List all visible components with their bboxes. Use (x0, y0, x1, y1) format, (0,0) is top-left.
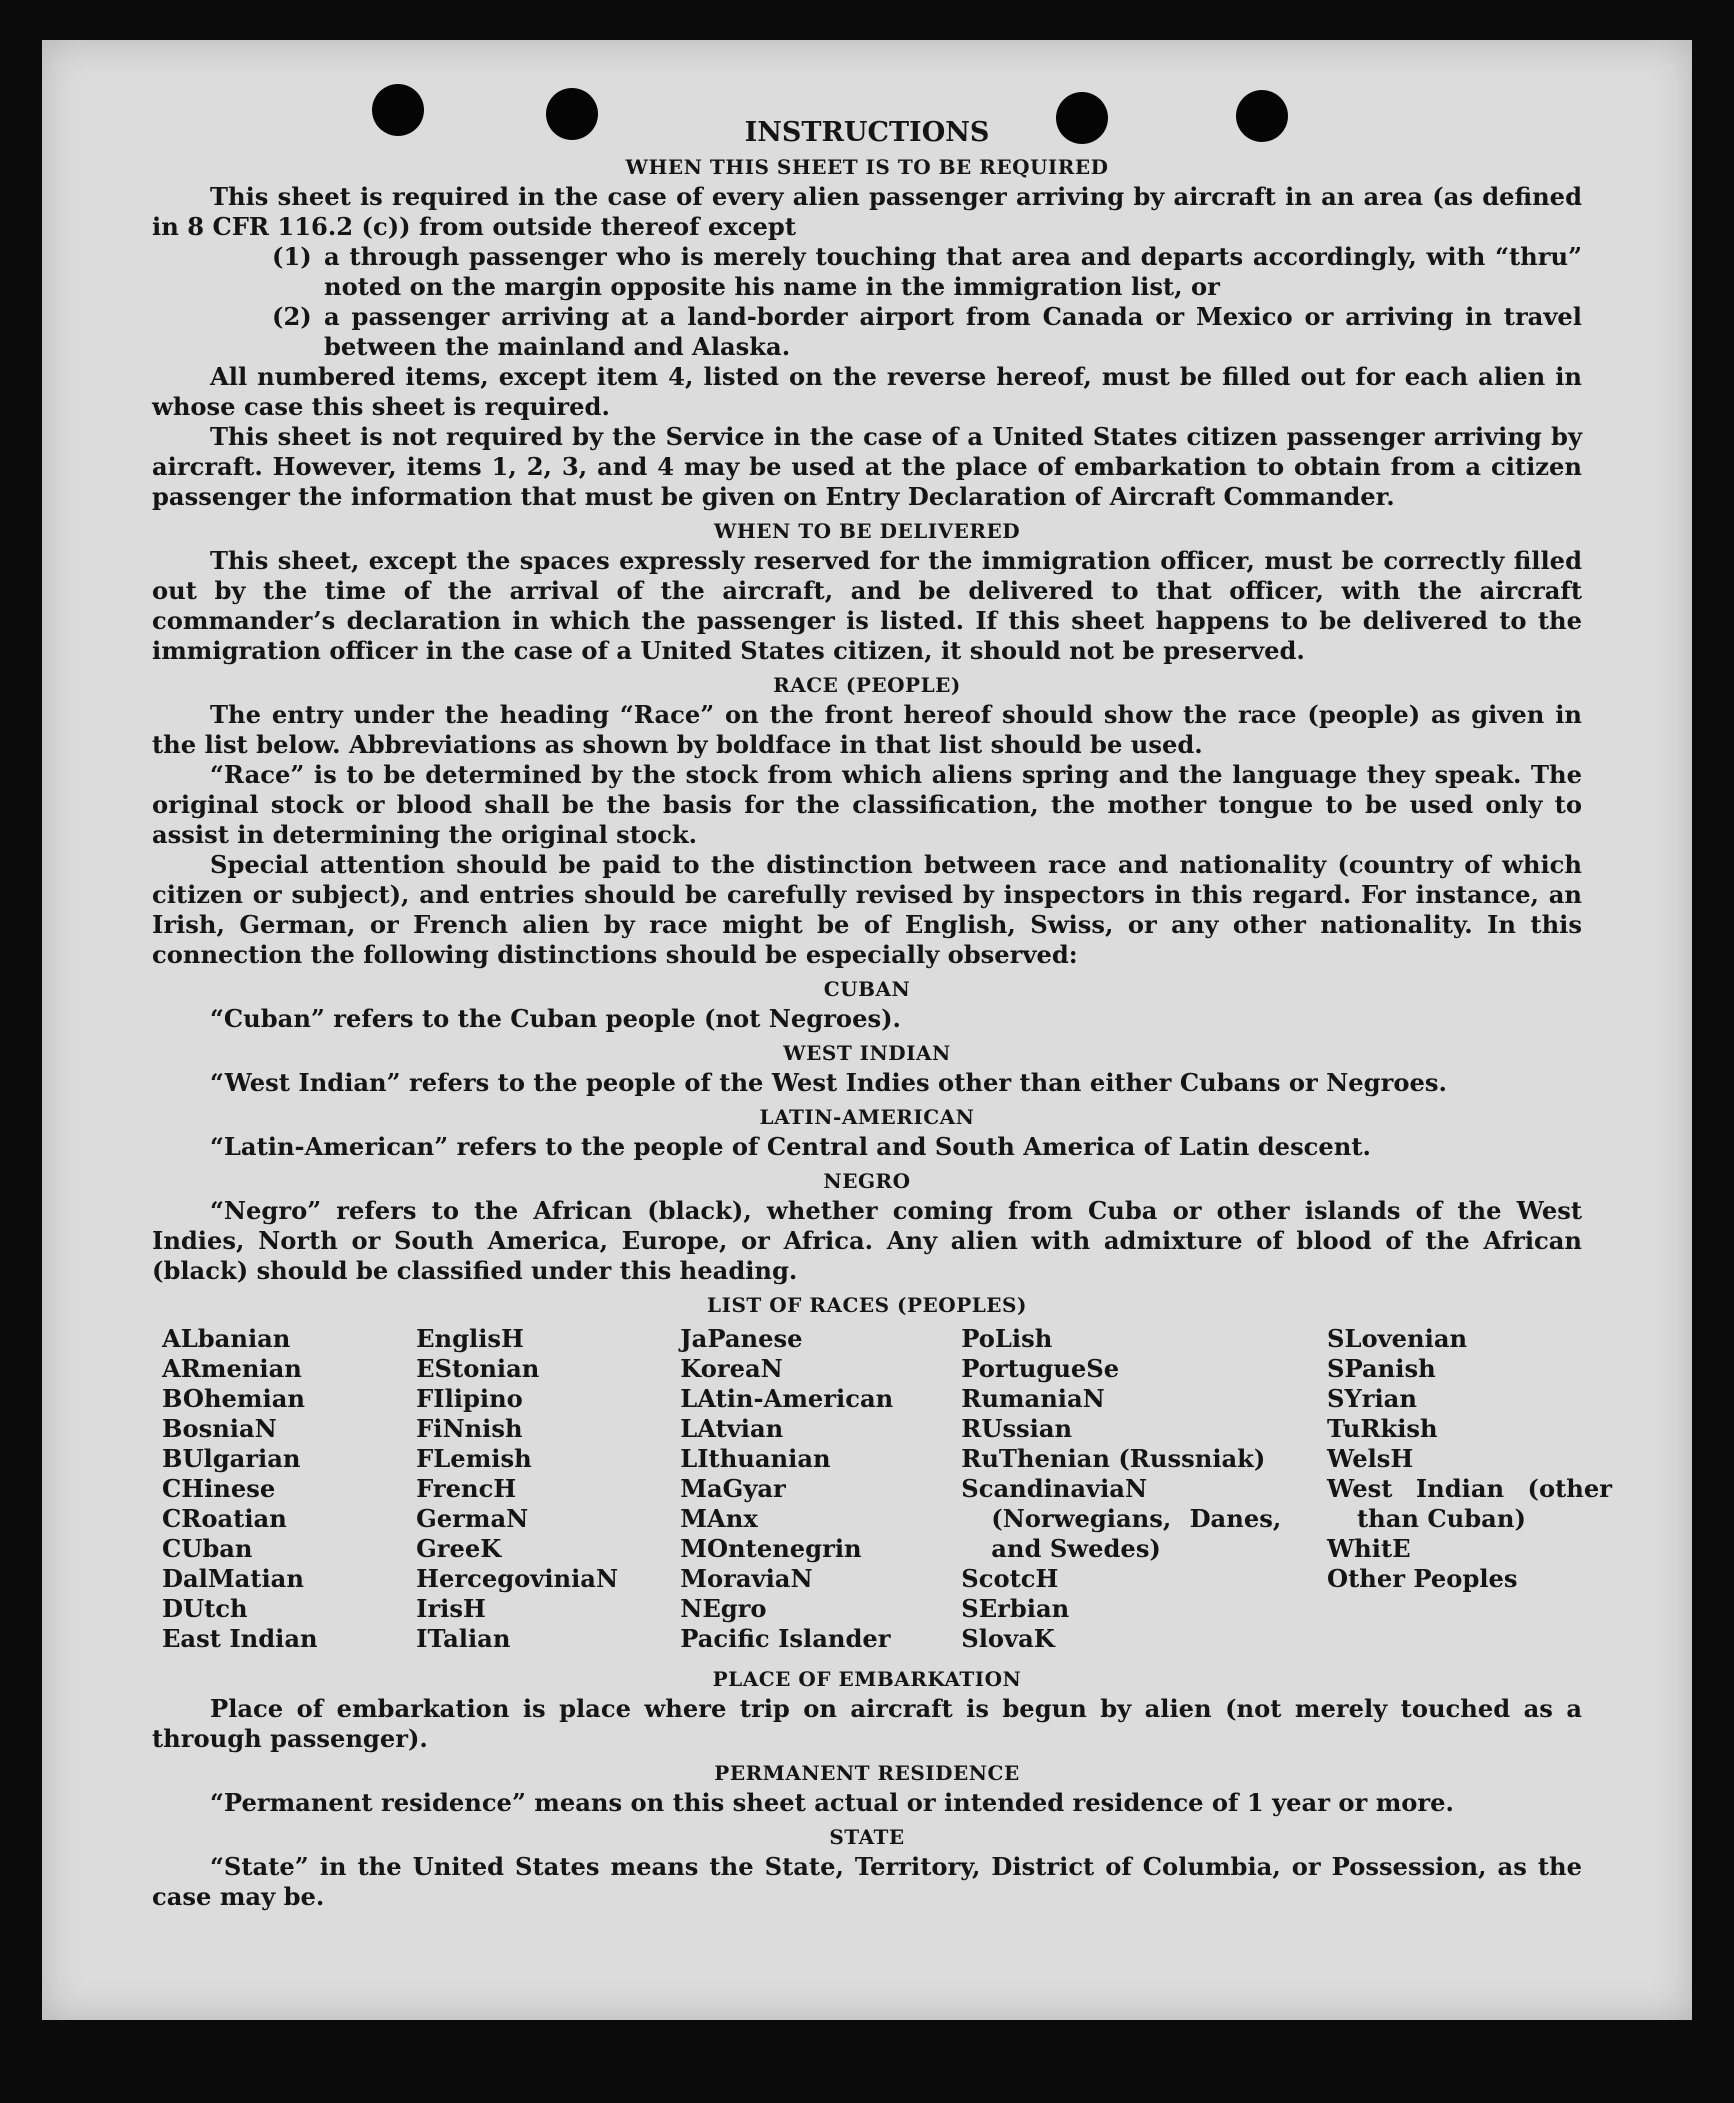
instructions-body (152, 117, 1612, 1912)
race-item: HercegoviniaN (416, 1564, 619, 1593)
race-item: CHinese (162, 1474, 276, 1503)
race-item: SYrian (1327, 1384, 1417, 1413)
race-item: WelsH (1327, 1444, 1414, 1473)
race-item: SPanish (1327, 1354, 1436, 1383)
race-item: JaPanese (680, 1324, 803, 1353)
race-item: BosniaN (162, 1414, 277, 1443)
races-column (680, 1324, 961, 1654)
paragraph-numbered-items: All numbered items, except item 4, listed on the reverse hereof, must be filled out for each alien in whose case this sheet is required. (152, 362, 1582, 421)
section-heading-negro: NEGRO (823, 1169, 911, 1193)
section-heading-residence: PERMANENT RESIDENCE (714, 1761, 1020, 1785)
races-column (1327, 1324, 1612, 1654)
exception-item (152, 302, 1582, 362)
document-page (42, 40, 1692, 2020)
race-item: LIthuanian (680, 1444, 831, 1473)
race-item: FiNnish (416, 1414, 523, 1443)
section-heading-list-of-races: LIST OF RACES (PEOPLES) (707, 1293, 1027, 1317)
race-item: RumaniaN (961, 1384, 1105, 1413)
race-item: BOhemian (162, 1384, 305, 1413)
section-heading-embarkation: PLACE OF EMBARKATION (712, 1667, 1022, 1691)
race-item: EStonian (416, 1354, 540, 1383)
paragraph-cuban: “Cuban” refers to the Cuban people (not Negroes). (210, 1004, 901, 1033)
race-item: PoLish (961, 1324, 1053, 1353)
exception-item (152, 242, 1582, 302)
exception-text: a through passenger who is merely touching that area and departs accordingly, with “thru” noted on the margin opposite his name in the immigration list, or (324, 242, 1582, 301)
section-heading-when-delivered: WHEN TO BE DELIVERED (713, 519, 1021, 543)
section-heading-race: RACE (PEOPLE) (773, 673, 961, 697)
exception-number: (2) (272, 302, 312, 331)
paragraph-embarkation: Place of embarkation is place where trip on aircraft is begun by alien (not merely touched as a through passenger). (152, 1694, 1582, 1753)
races-column (162, 1324, 416, 1654)
race-item: Other Peoples (1327, 1564, 1518, 1593)
paragraph-residence: “Permanent residence” means on this sheet actual or intended residence of 1 year or more. (210, 1788, 1454, 1817)
race-item: DalMatian (162, 1564, 304, 1593)
paragraph-negro: “Negro” refers to the African (black), whether coming from Cuba or other islands of the West Indies, North or South America, Europe, or Africa. Any alien with admixture of blood of the African (black) should be classified under this heading. (152, 1196, 1582, 1285)
race-item: MaGyar (680, 1474, 786, 1503)
race-item: RuThenian (Russniak) (961, 1444, 1266, 1473)
race-item: TuRkish (1327, 1414, 1438, 1443)
race-item: Pacific Islander (680, 1624, 891, 1653)
paragraph-race-1: The entry under the heading “Race” on the front hereof should show the race (people) as given in the list below. Abbreviations as shown by boldface in that list should be used. (152, 700, 1582, 759)
section-heading-when-required: WHEN THIS SHEET IS TO BE REQUIRED (625, 155, 1109, 179)
paragraph-race-2: “Race” is to be determined by the stock from which aliens spring and the language they speak. The original stock or blood shall be the basis for the classification, the mother tongue to be used only to assist in determining the original stock. (152, 760, 1582, 849)
race-item: GreeK (416, 1534, 502, 1563)
exception-text: a passenger arriving at a land-border airport from Canada or Mexico or arriving in travel between the mainland and Alaska. (324, 302, 1582, 361)
race-item: FrencH (416, 1474, 517, 1503)
exception-number: (1) (272, 242, 312, 271)
page-title: INSTRUCTIONS (744, 117, 990, 148)
race-item: SlovaK (961, 1624, 1055, 1653)
race-item: SLovenian (1327, 1324, 1468, 1353)
section-heading-west-indian: WEST INDIAN (783, 1041, 951, 1065)
race-item: PortugueSe (961, 1354, 1120, 1383)
race-item: MAnx (680, 1504, 758, 1533)
race-item: KoreaN (680, 1354, 783, 1383)
race-item: SErbian (961, 1594, 1070, 1623)
race-item: IrisH (416, 1594, 486, 1623)
race-item: CRoatian (162, 1504, 287, 1533)
race-item: East Indian (162, 1624, 318, 1653)
race-item: BUlgarian (162, 1444, 301, 1473)
race-item: WhitE (1327, 1534, 1411, 1563)
paragraph-race-3: Special attention should be paid to the distinction between race and nationality (country of which citizen or subject), and entries should be carefully revised by inspectors in this regard. For instance, an Irish, German, or French alien by race might be of English, Swiss, or any other nationality. In this connection the following distinctions should be especially observed: (152, 850, 1582, 969)
paragraph-citizen: This sheet is not required by the Service in the case of a United States citizen passenger arriving by aircraft. However, items 1, 2, 3, and 4 may be used at the place of embarkation to obtain from a citizen passenger the information that must be given on Entry Declaration of Aircraft Commander. (152, 422, 1582, 511)
paragraph-west-indian: “West Indian” refers to the people of the West Indies other than either Cubans or Negroes. (210, 1068, 1447, 1097)
race-item: LAtin-American (680, 1384, 894, 1413)
paragraph-state: “State” in the United States means the State, Territory, District of Columbia, or Possession, as the case may be. (152, 1852, 1582, 1911)
race-item: MOntenegrin (680, 1534, 862, 1563)
race-item: MoraviaN (680, 1564, 813, 1593)
section-heading-cuban: CUBAN (823, 977, 911, 1001)
paragraph-required: This sheet is required in the case of every alien passenger arriving by aircraft in an area (as defined in 8 CFR 116.2 (c)) from outside thereof except (152, 182, 1582, 241)
race-item: FIlipino (416, 1384, 523, 1413)
section-heading-latin-american: LATIN-AMERICAN (759, 1105, 975, 1129)
race-item: EnglisH (416, 1324, 524, 1353)
race-item: ScandinaviaN (Norwegians, Danes, and Swedes) (961, 1474, 1282, 1563)
race-item: ARmenian (162, 1354, 302, 1383)
race-item: NEgro (680, 1594, 767, 1623)
races-column (961, 1324, 1327, 1654)
paragraph-delivered: This sheet, except the spaces expressly reserved for the immigration officer, must be correctly filled out by the time of the arrival of the aircraft, and be delivered to that officer, with the aircraft commander’s declaration in which the passenger is listed. If this sheet happens to be delivered to the immigration officer in the case of a United States citizen, it should not be preserved. (152, 546, 1582, 665)
race-item: FLemish (416, 1444, 532, 1473)
race-item: CUban (162, 1534, 253, 1563)
races-column (416, 1324, 680, 1654)
race-item: ScotcH (961, 1564, 1059, 1593)
race-item: DUtch (162, 1594, 248, 1623)
race-item: LAtvian (680, 1414, 784, 1443)
race-item: West Indian (other than Cuban) (1327, 1474, 1612, 1533)
race-item: GermaN (416, 1504, 529, 1533)
races-list (152, 1324, 1612, 1654)
race-item: RUssian (961, 1414, 1073, 1443)
paragraph-latin-american: “Latin-American” refers to the people of Central and South America of Latin descent. (210, 1132, 1371, 1161)
section-heading-state: STATE (829, 1825, 905, 1849)
race-item: ALbanian (162, 1324, 291, 1353)
race-item: ITalian (416, 1624, 511, 1653)
